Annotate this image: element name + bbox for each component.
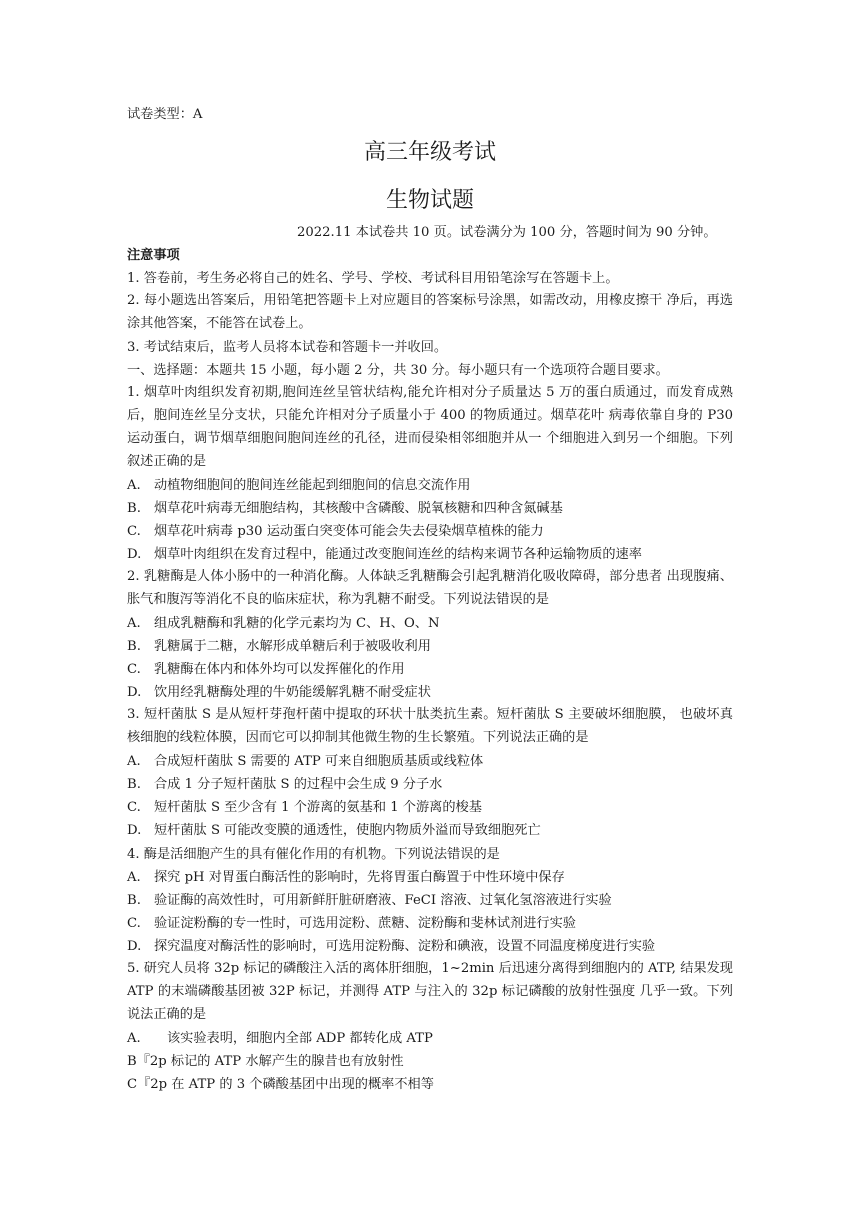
option-item <box>127 500 563 518</box>
option-text: 验证酶的高效性时，可用新鲜肝脏研磨液、FeCI 溶液、过氧化氢溶液进行实验 <box>154 893 612 908</box>
option-text: 探究温度对酶活性的影响时，可选用淀粉酶、淀粉和碘液，设置不同温度梯度进行实验 <box>154 939 656 954</box>
option-text: 烟草花叶病毒 p30 运动蛋白突变体可能会失去侵染烟草植株的能力 <box>154 524 544 539</box>
option-label: B. <box>127 639 141 654</box>
option-label: D. <box>127 685 142 700</box>
option-item <box>127 546 642 564</box>
question-stem: 1. 烟草叶肉组织发育初期,胞间连丝呈管状结构,能允许相对分子质量达 5 万的蛋白质通过，而发育成熟后，胞间连丝呈分支状，只能允许相对分子质量小于 400 的物质通过。烟草花叶 病毒依靠自身的 P30 运动蛋白，调节烟草细胞间胞间连丝的孔径，进而侵染相邻细胞并从一 个细胞进入到另一个细胞。下列叙述正确的是 <box>127 385 733 469</box>
option-item <box>127 1053 404 1071</box>
notice-item: 3. 考试结束后，监考人员将本试卷和答题卡一并收回。 <box>127 340 448 355</box>
option-text: 乳糖属于二糖，水解形成单糖后利于被吸收利用 <box>154 639 431 654</box>
option-text: 2p 在 ATP 的 3 个磷酸基团中出现的概率不相等 <box>150 1077 434 1092</box>
question-stem: 4. 酶是活细胞产生的具有催化作用的有机物。下列说法错误的是 <box>127 847 500 862</box>
option-label: C. <box>127 800 141 815</box>
option-item <box>127 684 431 702</box>
option-item <box>127 915 576 933</box>
option-label: C. <box>127 916 141 931</box>
question-stem: 2. 乳糖酶是人体小肠中的一种消化酶。人体缺乏乳糖酶会引起乳糖消化吸收障碍，部分患者 出现腹痛、胀气和腹泻等消化不良的临床症状，称为乳糖不耐受。下列说法错误的是 <box>127 569 733 607</box>
option-text: 烟草叶肉组织在发育过程中，能通过改变胞间连丝的结构来调节各种运输物质的速率 <box>154 547 642 562</box>
section-heading: 一、选择题：本题共 15 小题，每小题 2 分，共 30 分。每小题只有一个选项符合题目要求。 <box>127 363 669 378</box>
exam-title: 高三年级考试 <box>363 140 496 165</box>
exam-meta: 2022.11 本试卷共 10 页。试卷满分为 100 分，答题时间为 90 分钟。 <box>297 225 717 240</box>
option-label: B. <box>127 501 141 516</box>
option-text: 乳糖酶在体内和体外均可以发挥催化的作用 <box>154 662 405 677</box>
question-stem: 3. 短杆菌肽 S 是从短杆芽孢杆菌中提取的环状十肽类抗生素。短杆菌肽 S 主要破坏细胞膜， 也破坏真核细胞的线粒体膜，因而它可以抑制其他微生物的生长繁殖。下列说法正确的是 <box>127 707 733 745</box>
option-text: 2p 标记的 ATP 水解产生的腺昔也有放射性 <box>149 1054 404 1069</box>
option-label: A. <box>127 870 141 885</box>
option-label: C. <box>127 662 141 677</box>
option-item <box>127 523 544 541</box>
option-item <box>127 776 442 794</box>
option-text: 饮用经乳糖酶处理的牛奶能缓解乳糖不耐受症状 <box>154 685 431 700</box>
option-text: 合成 1 分子短杆菌肽 S 的过程中会生成 9 分子水 <box>154 777 443 792</box>
option-item <box>127 799 482 817</box>
option-item <box>127 869 565 887</box>
option-label: A. <box>127 478 141 493</box>
option-item <box>127 1076 434 1094</box>
option-label: A. <box>127 754 141 769</box>
option-label: A. <box>127 616 141 631</box>
option-text: 验证淀粉酶的专一性时，可选用淀粉、蔗糖、淀粉酶和斐林试剂进行实验 <box>154 916 576 931</box>
option-text: 合成短杆菌肽 S 需要的 ATP 可来自细胞质基质或线粒体 <box>154 754 484 769</box>
option-text: 短杆菌肽 S 可能改变膜的通透性，使胞内物质外溢而导致细胞死亡 <box>154 823 541 838</box>
option-label: D. <box>127 823 142 838</box>
option-label: B. <box>127 893 141 908</box>
paper-type: 试卷类型：A <box>127 107 203 122</box>
notice-heading: 注意事项 <box>127 248 180 263</box>
option-item <box>127 1030 433 1048</box>
option-text: 烟草花叶病毒无细胞结构，其核酸中含磷酸、脱氧核糖和四种含氮碱基 <box>154 501 563 516</box>
exam-subtitle: 生物试题 <box>385 188 474 213</box>
option-item <box>127 753 483 771</box>
option-label: D. <box>127 547 142 562</box>
option-text: 探究 pH 对胃蛋白酶活性的影响时，先将胃蛋白酶置于中性环境中保存 <box>154 870 565 885</box>
option-label: C. <box>127 524 141 539</box>
option-label: A. <box>127 1031 141 1046</box>
notice-item: 1. 答卷前，考生务必将自己的姓名、学号、学校、考试科目用铅笔涂写在答题卡上。 <box>127 271 619 286</box>
notice-item: 2. 每小题选出答案后，用铅笔把答题卡上对应题目的答案标号涂黑，如需改动，用橡皮擦干 净后，再选涂其他答案，不能答在试卷上。 <box>127 293 733 331</box>
option-text: 短杆菌肽 S 至少含有 1 个游离的氨基和 1 个游离的梭基 <box>154 800 482 815</box>
option-label: B『 <box>127 1054 150 1069</box>
option-item <box>127 615 440 633</box>
option-label: C『 <box>127 1077 151 1092</box>
option-text: 动植物细胞间的胞间连丝能起到细胞间的信息交流作用 <box>154 478 471 493</box>
option-item <box>127 938 655 956</box>
option-text: 组成乳糖酶和乳糖的化学元素均为 C、H、O、N <box>154 616 440 631</box>
option-item <box>127 892 612 910</box>
option-item <box>127 638 431 656</box>
option-item <box>127 822 541 840</box>
option-label: B. <box>127 777 141 792</box>
option-text: 该实验表明，细胞内全部 ADP 都转化成 ATP <box>167 1031 433 1046</box>
option-item <box>127 661 405 679</box>
question-stem: 5. 研究人员将 32p 标记的磷酸注入活的离体肝细胞，1~2min 后迅速分离得到细胞内的 ATP, 结果发现 ATP 的末端磷酸基团被 32P 标记，并测得 ATP 与注入的 32p 标记磷酸的放射性强度 几乎一致。下列说法正确的是 <box>127 961 733 1022</box>
option-item <box>127 477 471 495</box>
option-label: D. <box>127 939 142 954</box>
